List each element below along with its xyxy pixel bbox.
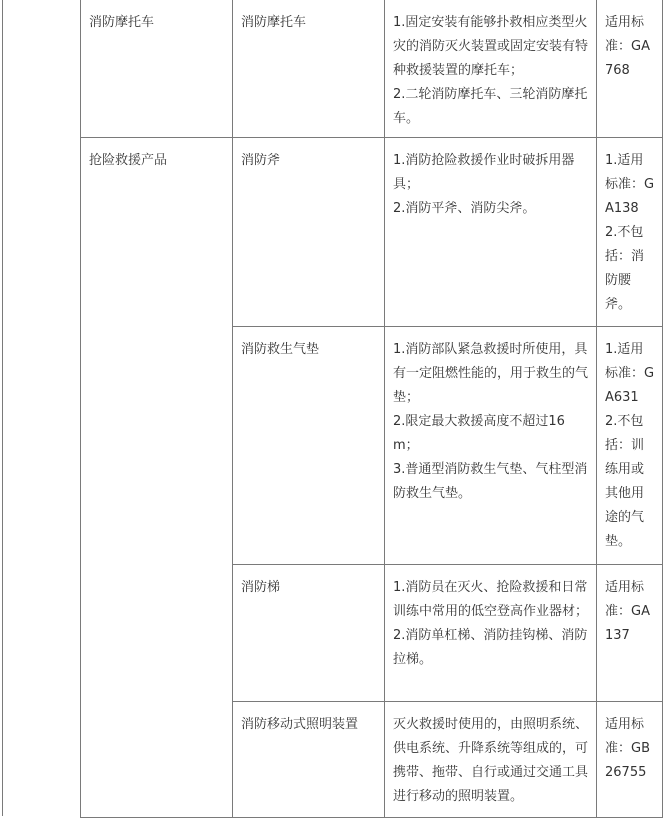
page-left-border — [2, 0, 3, 816]
standard-line: 2.不包括：训练用或其他用途的气垫。 — [605, 414, 645, 549]
product-name-cell: 消防救生气垫 — [233, 327, 385, 565]
standard-line: 适用标准：GA137 — [605, 580, 650, 643]
standard-cell — [597, 138, 663, 327]
description-line: 3.普通型消防救生气垫、气柱型消防救生气垫。 — [393, 462, 588, 501]
standard-line: 适用标准：GB26755 — [605, 717, 650, 780]
category-cell: 抢险救援产品 — [81, 138, 233, 818]
description-line: 1.固定安装有能够扑救相应类型火灾的消防灭火装置或固定安装有特种救援装置的摩托车； — [393, 15, 589, 78]
description-line: 1.消防抢险救援作业时破拆用器具； — [393, 153, 575, 192]
product-name-cell: 消防梯 — [233, 565, 385, 702]
description-line: 2.消防平斧、消防尖斧。 — [393, 201, 536, 216]
standard-line: 适用标准：GA768 — [605, 15, 650, 78]
standard-line: 1.适用标准：GA631 — [605, 342, 655, 405]
product-name-cell: 消防移动式照明装置 — [233, 702, 385, 818]
standard-cell — [597, 565, 663, 702]
description-line: 2.消防单杠梯、消防挂钩梯、消防拉梯。 — [393, 628, 588, 667]
product-catalog-table — [80, 0, 663, 818]
description-cell — [385, 138, 597, 327]
standard-cell — [597, 702, 663, 818]
product-name-cell: 消防斧 — [233, 138, 385, 327]
standard-line: 2.不包括：消防腰斧。 — [605, 225, 645, 312]
table-row — [81, 138, 663, 327]
standard-cell — [597, 0, 663, 138]
description-line: 1.消防员在灭火、抢险救援和日常训练中常用的低空登高作业器材； — [393, 580, 589, 619]
description-cell — [385, 327, 597, 565]
category-cell: 消防摩托车 — [81, 0, 233, 138]
description-line: 2.二轮消防摩托车、三轮消防摩托车。 — [393, 87, 588, 126]
standard-cell — [597, 327, 663, 565]
standard-line: 1.适用标准：GA138 — [605, 153, 655, 216]
description-line: 灭火救援时使用的，由照明系统、供电系统、升降系统等组成的，可携带、拖带、自行或通过交通工具进行移动的照明装置。 — [393, 717, 589, 804]
description-line: 1.消防部队紧急救援时所使用，具有一定阻燃性能的，用于救生的气垫； — [393, 342, 589, 405]
description-cell — [385, 702, 597, 818]
description-cell — [385, 565, 597, 702]
table-row — [81, 0, 663, 138]
description-cell — [385, 0, 597, 138]
product-name-cell: 消防摩托车 — [233, 0, 385, 138]
description-line: 2.限定最大救援高度不超过16m； — [393, 414, 565, 453]
